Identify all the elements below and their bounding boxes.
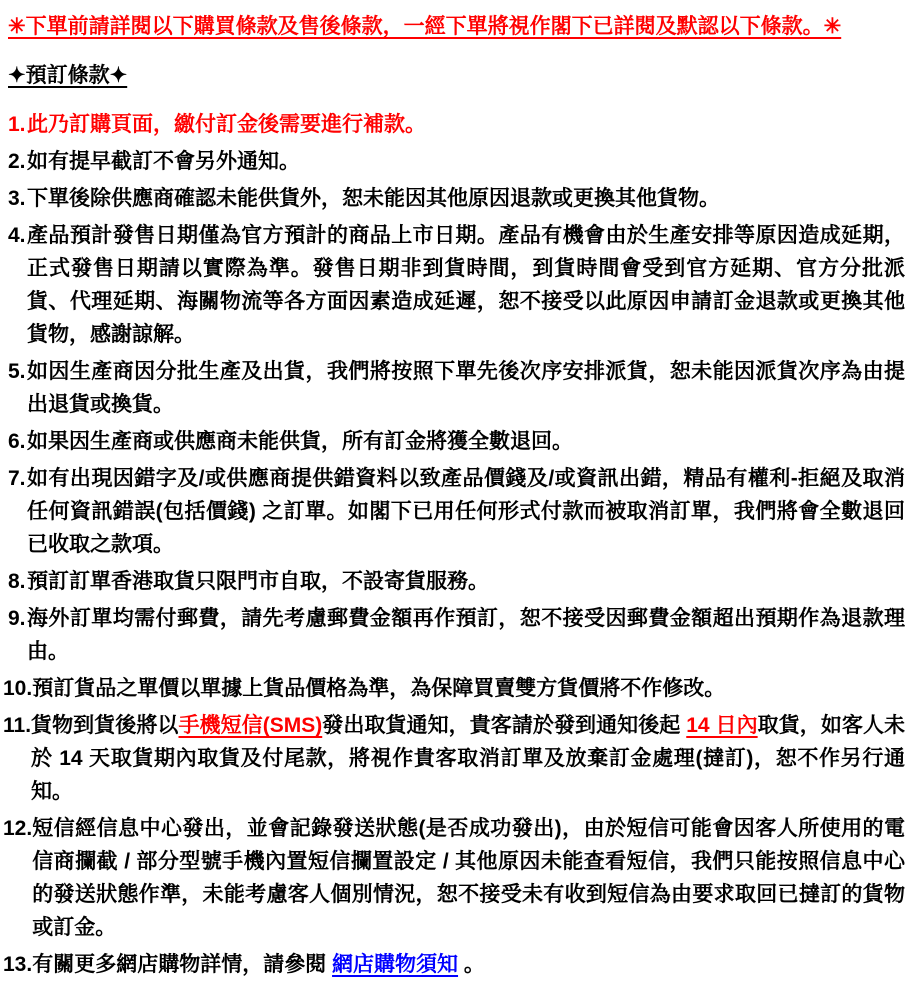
term-number: 5. bbox=[8, 360, 26, 383]
term-item bbox=[3, 709, 906, 808]
term-text-segment: 此乃訂購頁面，繳付訂金後需要進行補款。 bbox=[27, 113, 426, 136]
terms-list bbox=[3, 108, 906, 981]
term-text bbox=[32, 812, 905, 944]
term-text-segment: 發出取貨通知，貴客請於發到通知後起 bbox=[322, 714, 687, 737]
term-item bbox=[8, 425, 905, 458]
term-text bbox=[27, 108, 905, 141]
term-item bbox=[3, 672, 905, 705]
term-item bbox=[8, 145, 905, 178]
term-item bbox=[8, 219, 905, 351]
term-number: 2. bbox=[8, 150, 26, 173]
term-item bbox=[3, 948, 905, 981]
term-item bbox=[8, 565, 905, 598]
term-number: 7. bbox=[8, 467, 26, 490]
term-text-segment: 預訂訂單香港取貨只限門市自取，不設寄貨服務。 bbox=[27, 570, 489, 593]
term-text-segment: 下單後除供應商確認未能供貨外，恕未能因其他原因退款或更換其他貨物。 bbox=[27, 187, 720, 210]
term-item bbox=[8, 182, 905, 215]
term-item bbox=[8, 462, 905, 561]
term-text bbox=[32, 948, 905, 981]
term-number: 1. bbox=[8, 113, 26, 136]
term-text bbox=[27, 145, 905, 178]
highlighted-red-underline-text: 手機短信(SMS) bbox=[178, 714, 323, 737]
term-item bbox=[8, 355, 905, 421]
term-text bbox=[27, 425, 905, 458]
term-text bbox=[27, 219, 905, 351]
term-text-segment: 貨物到貨後將以 bbox=[31, 714, 179, 737]
term-number: 9. bbox=[8, 607, 26, 630]
term-text-segment: 有關更多網店購物詳情，請參閱 bbox=[32, 953, 333, 976]
term-item bbox=[8, 108, 905, 141]
term-text bbox=[31, 709, 905, 808]
store-shopping-notice-link[interactable]: 網店購物須知 bbox=[332, 953, 459, 976]
term-text bbox=[27, 602, 905, 668]
term-text-segment: 產品預計發售日期僅為官方預計的商品上市日期。產品有機會由於生產安排等原因造成延期，正式發售日期請以實際為準。發售日期非到貨時間，到貨時間會受到官方延期、官方分批派貨、代理延期、海關物流等各方面因素造成延遲，恕不接受以此原因申請訂金退款或更換其他貨物，感謝諒解。 bbox=[27, 224, 905, 346]
term-text-segment: 海外訂單均需付郵費，請先考慮郵費金額再作預訂，恕不接受因郵費金額超出預期作為退款理由。 bbox=[27, 607, 905, 663]
section-title-preorder-terms: ✦預訂條款✦ bbox=[8, 64, 128, 87]
term-text-segment: 如果因生產商或供應商未能供貨，所有訂金將獲全數退回。 bbox=[27, 430, 573, 453]
term-text bbox=[32, 672, 905, 705]
term-number: 4. bbox=[8, 224, 26, 247]
term-text-segment: 短信經信息中心發出，並會記錄發送狀態(是否成功發出)，由於短信可能會因客人所使用的電信商攔截 / 部分型號手機內置短信攔置設定 / 其他原因未能查看短信，我們只能按照信息中心的發送狀態作準，未能考慮客人個別情況，恕不接受未有收到短信為由要求取回已撻訂的貨物或訂金。 bbox=[32, 817, 905, 939]
term-number: 12. bbox=[3, 817, 33, 840]
term-text-segment: 如有提早截訂不會另外通知。 bbox=[27, 150, 300, 173]
term-text-segment: 如有出現因錯字及/或供應商提供錯資料以致產品價錢及/或資訊出錯，精品有權利-拒絕及取消任何資訊錯誤(包括價錢) 之訂單。如閣下已用任何形式付款而被取消訂單，我們將會全數退回已收取之款項。 bbox=[27, 467, 905, 556]
term-text bbox=[27, 355, 905, 421]
term-number: 8. bbox=[8, 570, 26, 593]
highlighted-red-underline-text: 14 日內 bbox=[686, 714, 758, 737]
term-text bbox=[27, 182, 905, 215]
term-item bbox=[3, 812, 905, 944]
term-number: 13. bbox=[3, 953, 33, 976]
term-text-segment: 如因生產商因分批生產及出貨，我們將按照下單先後次序安排派貨，恕未能因派貨次序為由提出退貨或換貨。 bbox=[27, 360, 905, 416]
term-number: 3. bbox=[8, 187, 26, 210]
term-number: 11. bbox=[3, 714, 32, 737]
term-text bbox=[27, 565, 905, 598]
top-warning-notice: ✳︎下單前請詳閱以下購買條款及售後條款，一經下單將視作閣下已詳閱及默認以下條款。✳︎ bbox=[8, 15, 842, 38]
term-text bbox=[27, 462, 905, 561]
term-text-segment: 預訂貨品之單價以單據上貨品價格為準，為保障買賣雙方貨價將不作修改。 bbox=[32, 677, 726, 700]
term-text-segment: 取貨，如客人未於 14 天取貨期內取貨及付尾款，將視作貴客取消訂單及放棄訂金處理(撻訂)，恕不作另行通知。 bbox=[31, 714, 906, 803]
term-number: 10. bbox=[3, 677, 33, 700]
term-item bbox=[8, 602, 905, 668]
term-number: 6. bbox=[8, 430, 26, 453]
term-text-segment: 。 bbox=[458, 953, 485, 976]
